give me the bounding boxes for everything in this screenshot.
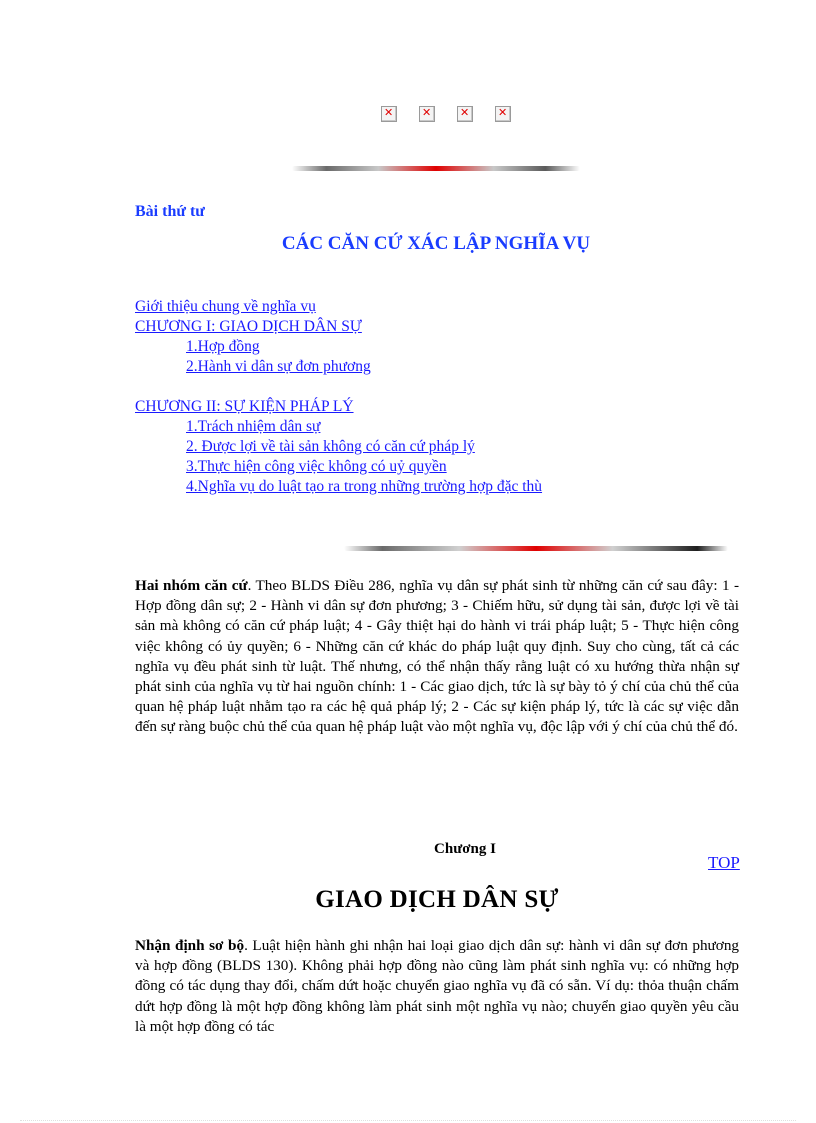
lesson-label: Bài thứ tư: [135, 203, 205, 220]
toc-link-intro[interactable]: Giới thiệu chung về nghĩa vụ: [135, 298, 316, 315]
paragraph-text: . Theo BLDS Điều 286, nghĩa vụ dân sự phát sinh từ những căn cứ sau đây: 1 - Hợp đồng dân sự; 2 - Hành vi dân sự đơn phương; 3 - Chiếm hữu, sử dụng tài sản, được lợi về tài sản mà không có căn cứ pháp luật; 4 - Gây thiệt hại do hành vi trái pháp luật; 5 - Thực hiện công việc không có ủy quyền; 6 - Những căn cứ khác do pháp luật quy định. Suy cho cùng, tất cả các nghĩa vụ đều phát sinh từ luật. Thế nhưng, có thể nhận thấy rằng luật có xu hướng thừa nhận sự phát sinh của nghĩa vụ từ hai nguồn chính: 1 - Các giao dịch, tức là sự bày tỏ ý chí của chủ thể của quan hệ pháp luật nhằm tạo ra các hệ quả pháp lý; 2 - Các sự kiện pháp lý, tức là các sự việc dẫn đến sự ràng buộc chủ thể của quan hệ pháp luật vào một nghĩa vụ, độc lập với ý chí của chủ thể đó.: [135, 577, 739, 736]
toc-link-unauthorized-work[interactable]: 3.Thực hiện công việc không có uỷ quyền: [186, 458, 447, 475]
paragraph-text: . Luật hiện hành ghi nhận hai loại giao dịch dân sự: hành vi dân sự đơn phương và hợp đồng (BLDS 130). Không phải hợp đồng nào cũng làm phát sinh nghĩa vụ: có những hợp đồng có tác dụng thay đổi, chấm dứt hoặc chuyển giao nghĩa vụ đã có sẵn. Ví dụ: thỏa thuận chấm dứt hợp đồng là một hợp đồng không làm phát sinh một nghĩa vụ nào; chuyển giao quyền yêu cầu là một hợp đồng có tác: [135, 937, 740, 1035]
page-title: CÁC CĂN CỨ XÁC LẬP NGHĨA VỤ: [281, 233, 591, 254]
toc-link-unilateral-act[interactable]: 2.Hành vi dân sự đơn phương: [186, 358, 371, 375]
toc-link-unjust-enrichment[interactable]: 2. Được lợi về tài sản không có căn cứ pháp lý: [186, 438, 475, 455]
decorative-divider: [292, 166, 580, 171]
broken-image-icon: [419, 106, 435, 122]
toc-link-chapter-1[interactable]: CHƯƠNG I: GIAO DỊCH DÂN SỰ: [135, 318, 362, 335]
table-of-contents: [135, 297, 542, 497]
chapter-title: GIAO DỊCH DÂN SỰ: [315, 886, 559, 913]
toc-link-civil-liability[interactable]: 1.Trách nhiệm dân sự: [186, 418, 321, 435]
chapter-label: Chương I: [434, 841, 496, 857]
broken-image-icon: [457, 106, 473, 122]
paragraph-lead: Hai nhóm căn cứ: [135, 577, 248, 594]
broken-image-icon: [381, 106, 397, 122]
toc-link-chapter-2[interactable]: CHƯƠNG II: SỰ KIỆN PHÁP LÝ: [135, 398, 354, 415]
toc-link-special-obligations[interactable]: 4.Nghĩa vụ do luật tạo ra trong những trường hợp đặc thù: [186, 478, 543, 495]
toc-link-contract[interactable]: 1.Hợp đồng: [186, 338, 260, 355]
intro-paragraph: [135, 576, 739, 738]
decorative-divider: [344, 546, 728, 551]
chapter-paragraph: [135, 936, 739, 1037]
paragraph-lead: Nhận định sơ bộ: [135, 937, 245, 954]
top-link[interactable]: TOP: [708, 853, 740, 872]
broken-image-icon: [495, 106, 511, 122]
header-image-strip: [381, 106, 511, 122]
page-bottom-border: [20, 1120, 796, 1121]
toc-spacer: [135, 377, 542, 397]
